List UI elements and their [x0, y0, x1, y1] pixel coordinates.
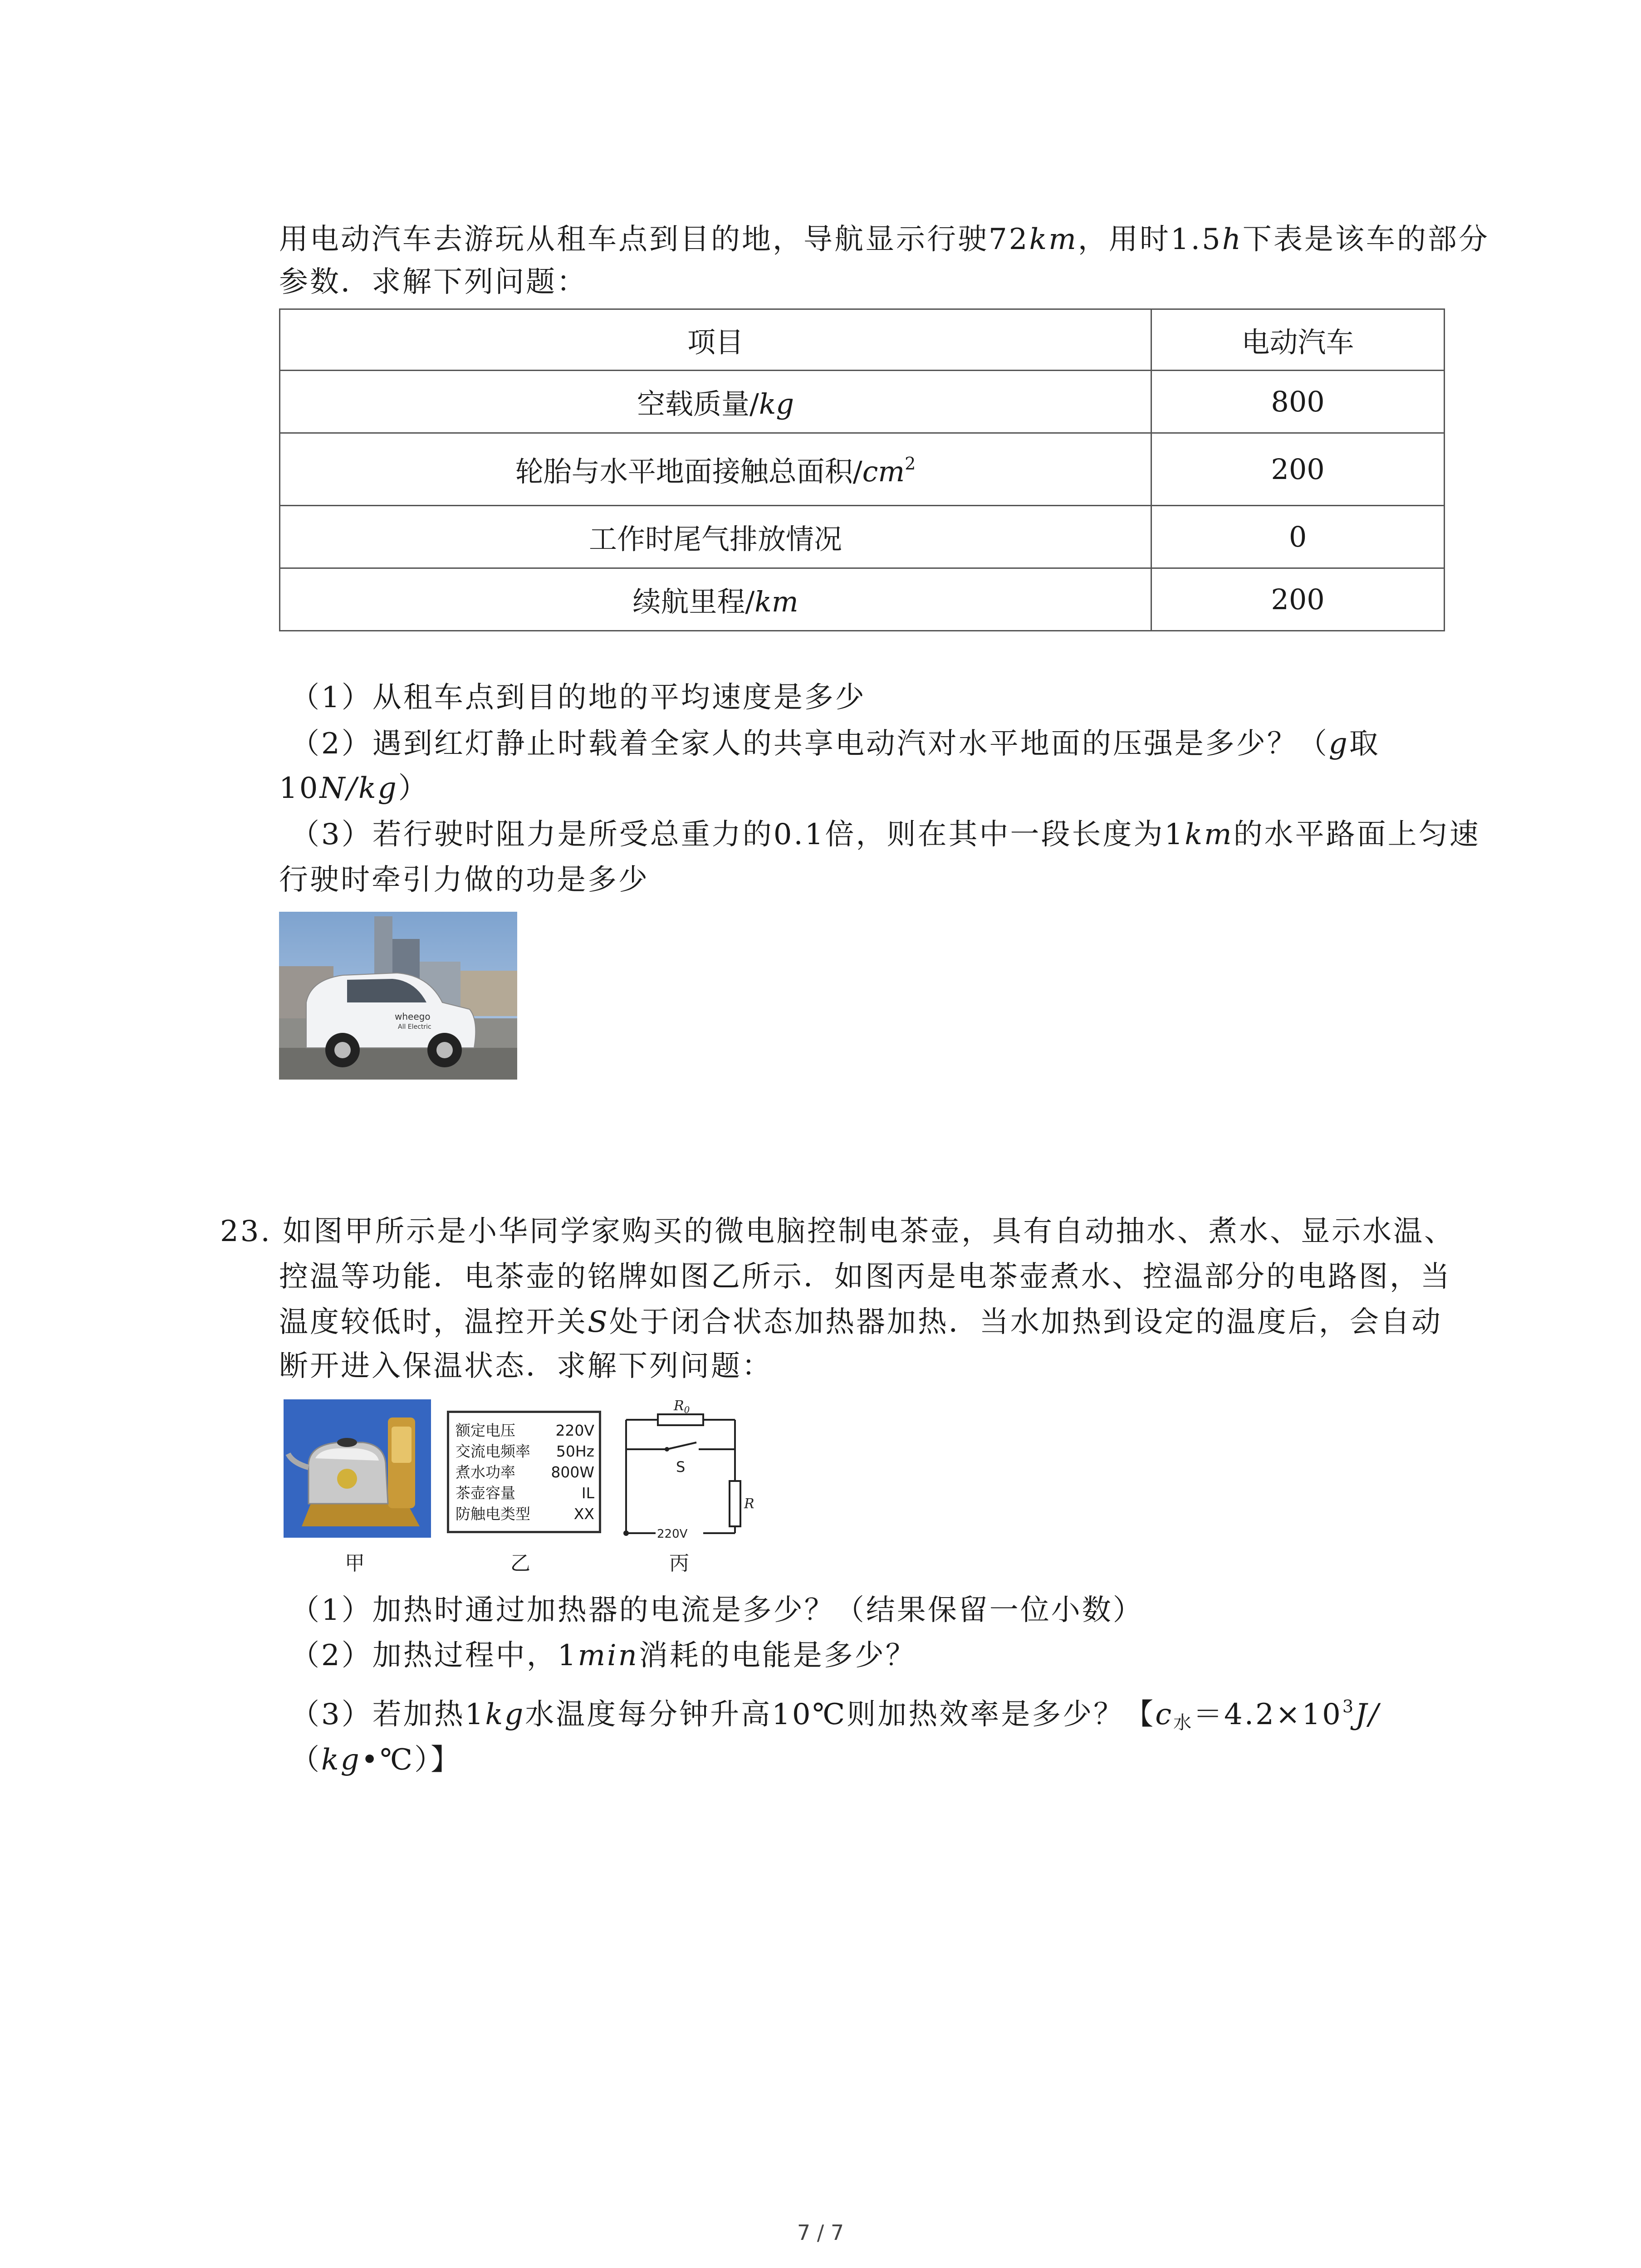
- terminal-left: [623, 1530, 629, 1536]
- table-cell-value: 800: [1151, 371, 1445, 433]
- q22-q2-close: ）: [398, 772, 429, 805]
- intro-line-1: [279, 217, 1489, 262]
- table-cell-value: 200: [1151, 433, 1445, 506]
- r0-label: [673, 1398, 690, 1415]
- row-label-text: 续航里程/: [632, 585, 755, 618]
- nameplate-value: IL: [581, 1484, 594, 1502]
- nameplate-value: 800W: [551, 1463, 594, 1481]
- q23-q3-sub: 水: [1173, 1712, 1194, 1733]
- q22-part-2: [290, 721, 1380, 767]
- nameplate-row: [456, 1441, 594, 1462]
- table-header-item: 项目: [280, 309, 1151, 371]
- q23-q3-value: ＝4.2×10: [1193, 1698, 1342, 1731]
- intro-unit-h: h: [1222, 223, 1243, 256]
- intro-text-b: ，用时1.5: [1078, 223, 1222, 256]
- kettle-nameplate: [447, 1411, 601, 1533]
- r0-letter: R: [674, 1398, 684, 1414]
- table-cell-label: [280, 371, 1151, 433]
- q22-q2-num: 10: [279, 772, 320, 805]
- q23-l3-text-b: 处于闭合状态加热器加热．当水加热到设定的温度后，会自动: [609, 1305, 1442, 1339]
- nameplate-key: 茶壶容量: [456, 1484, 515, 1502]
- nameplate-value: XX: [573, 1505, 594, 1523]
- caption-jia: 甲: [345, 1552, 365, 1575]
- q22-q2-unit: N/kg: [319, 772, 398, 805]
- nameplate-row: [456, 1483, 594, 1504]
- caption-yi: 乙: [510, 1552, 530, 1575]
- nameplate-row: [456, 1462, 594, 1483]
- q22-q2-g: g: [1328, 727, 1349, 761]
- q22-part-3: [290, 812, 1480, 857]
- q22-part-3-cont: 行驶时牵引力做的功是多少: [279, 863, 649, 897]
- nameplate-value: 50Hz: [556, 1442, 594, 1460]
- q23-q3-text: （3）若加热1: [290, 1698, 485, 1731]
- q23-part-3-cont: [290, 1737, 461, 1783]
- row-label-text: 轮胎与水平地面接触总面积/: [515, 455, 862, 488]
- q23-q3-text-b: 水温度每分钟升高10℃则加热效率是多少？【: [525, 1698, 1156, 1731]
- q22-q2-text: （2）遇到红灯静止时载着全家人的共享电动汽对水平地面的压强是多少？（: [290, 727, 1329, 761]
- q23-q3-unit-rest: •℃）】: [361, 1743, 462, 1777]
- row-unit: km: [754, 585, 798, 618]
- q23-q2-min: min: [578, 1639, 639, 1672]
- nameplate-value: 220V: [555, 1422, 594, 1439]
- q23-line-1: 23. 如图甲所示是小华同学家购买的微电脑控制电茶壶，具有自动抽水、煮水、显示水温、: [220, 1215, 1455, 1248]
- r-label: R: [744, 1496, 754, 1512]
- row-label-text: 空载质量/: [637, 387, 759, 420]
- nameplate-row: [456, 1420, 594, 1441]
- q23-q3-kg: kg: [485, 1698, 525, 1731]
- intro-unit-km: km: [1029, 223, 1078, 256]
- q23-l3-text: 温度较低时，温控开关: [279, 1305, 588, 1339]
- car-sub-label: All Electric: [398, 1023, 431, 1031]
- intro-text-c: 下表是该车的部分: [1242, 223, 1489, 256]
- q23-q3-unit-kg: kg: [321, 1743, 361, 1777]
- q22-q3-text-b: 的水平路面上匀速: [1233, 818, 1480, 851]
- nameplate-key: 煮水功率: [456, 1463, 515, 1481]
- table-header-ev: 电动汽车: [1151, 309, 1445, 371]
- table-cell-label: [280, 506, 1151, 568]
- q23-part-1: （1）加热时通过加热器的电流是多少？（结果保留一位小数）: [290, 1593, 1144, 1627]
- table-row: [280, 433, 1445, 506]
- table-cell-value: 0: [1151, 506, 1445, 568]
- table-header-row: [280, 309, 1445, 371]
- intro-line-2: 参数．求解下列问题：: [279, 265, 588, 299]
- q23-q2-text: （2）加热过程中，1: [290, 1639, 578, 1672]
- table-row: [280, 506, 1445, 568]
- voltage-label: 220V: [657, 1527, 688, 1541]
- car-image: [279, 912, 517, 1080]
- q22-q2-take: 取: [1349, 727, 1380, 761]
- table-cell-label: [280, 568, 1151, 631]
- table-cell-label: [280, 433, 1151, 506]
- car-brand-label: wheego: [395, 1011, 431, 1022]
- q23-q3-j: J/: [1355, 1698, 1381, 1731]
- q22-part-1: （1）从租车点到目的地的平均速度是多少: [290, 681, 866, 714]
- q23-line-4: 断开进入保温状态．求解下列问题：: [279, 1349, 773, 1383]
- row-unit-sup: 2: [905, 454, 916, 474]
- q23-q3-c: c: [1155, 1698, 1174, 1731]
- table-cell-value: 200: [1151, 568, 1445, 631]
- table-row: [280, 371, 1445, 433]
- q22-part-2-cont: [279, 766, 429, 811]
- q22-q3-text: （3）若行驶时阻力是所受总重力的0.1倍，则在其中一段长度为1: [290, 818, 1185, 851]
- circuit-diagram: [617, 1399, 753, 1540]
- table-row: [280, 568, 1445, 631]
- nameplate-key: 防触电类型: [456, 1505, 530, 1523]
- q22-q3-km: km: [1185, 818, 1234, 851]
- q23-q3-exp: 3: [1342, 1696, 1356, 1716]
- q23-l3-switch: S: [588, 1305, 609, 1339]
- switch-pivot: [665, 1447, 669, 1452]
- page-number: 7 / 7: [797, 2220, 844, 2245]
- row-label-text: 工作时尾气排放情况: [589, 523, 843, 556]
- row-unit: cm: [862, 455, 905, 488]
- q23-q3-open: （: [290, 1743, 321, 1777]
- q23-part-2: [290, 1633, 916, 1678]
- kettle-image: [284, 1399, 431, 1538]
- intro-text-a: 用电动汽车去游玩从租车点到目的地，导航显示行驶72: [279, 223, 1029, 256]
- nameplate-key: 交流电频率: [456, 1442, 530, 1460]
- kettle-photo: [284, 1399, 431, 1538]
- electric-car-photo: [279, 912, 517, 1080]
- r0-subscript: 0: [684, 1404, 690, 1415]
- caption-bing: 丙: [669, 1552, 689, 1575]
- parameter-table: [279, 308, 1445, 631]
- nameplate-key: 额定电压: [456, 1422, 515, 1439]
- nameplate-row: [456, 1504, 594, 1525]
- row-unit: kg: [759, 387, 794, 420]
- q23-line-3: [279, 1300, 1442, 1345]
- q23-part-3: [290, 1684, 1380, 1745]
- switch-label: S: [676, 1458, 686, 1476]
- q23-q2-text-b: 消耗的电能是多少？: [638, 1639, 916, 1672]
- q23-line-2: 控温等功能．电茶壶的铭牌如图乙所示．如图丙是电茶壶煮水、控温部分的电路图，当: [279, 1260, 1451, 1294]
